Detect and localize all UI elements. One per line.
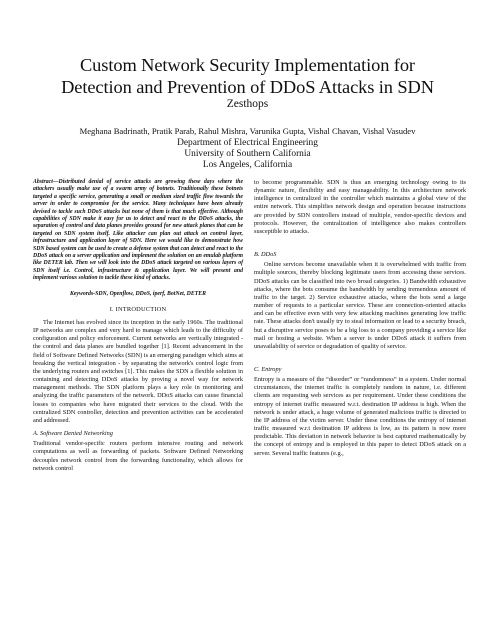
- paper-title-line-2: Detection and Prevention of DDoS Attacks in SDN: [61, 77, 434, 97]
- introduction-paragraph: The Internet has evolved since its inception in the early 1960s. The traditional IP networks are complex and very hard to manage which leads to the difficulty of configuration and policy enforcement. Current networks are vertically integrated - the control and data planes are bundled together [1]. Recent advancement in the field of Software Defined Networks (SDN) is an emerging paradigm which aims at breaking the vertical integration - by separating the network's control logic from the underlying routers and switches [1]. This makes the SDN a flexible solution in containing and detecting DDoS attacks by proving a novel way for network management methods. The SDN platform plays a key role in monitoring and analyzing the traffic parameters of the network. DDoS attacks can cause financial losses to companies who have migrated their services to the cloud. With the centralized SDN controller, detection and prevention activities can be accelerated and addressed.: [33, 319, 243, 424]
- author-list: Meghana Badrinath, Pratik Parab, Rahul Mishra, Varunika Gupta, Vishal Chavan, Vishal Vasudev: [79, 126, 416, 136]
- subsection-heading-entropy: C. Entropy: [254, 365, 282, 373]
- sdn-paragraph-part-2: to become programmable. SDN is thus an emerging technology owing to its dynamic nature, flexibility and easy manageability. In this architecture network intelligence in centralized in the controller which maintains a global view of the entire network. This simplifies network design and operation because instructions are provided by SDN controllers instead of multiple, vendor-specific devices and protocols. However, the centralization of intelligence also makes controllers susceptible to attacks.: [254, 179, 466, 235]
- paper-subtitle: Zesthops: [226, 98, 269, 110]
- right-column: [254, 179, 466, 458]
- abstract: Abstract—Distributed denial of service attacks are growing these days where the attackers usually make use of a swarm army of botnets. Traditionally these botnets targeted a specific service, generating a small or medium sized traffic flow towards the server in order to compromise for the service. Many techniques have been already devised to tackle such DDoS attacks but none of them is that much effective. Although capabilities of SDN make it easy for us to detect and react to the DDoS attacks, the separation of control and data planes provides ground for new attack planes that can be targeted on SDN system itself. Like attacker can plan out attack on control layer, infrastructure and application layer of SDN. Here we would like to demonstrate how SDN based system can be used to create a defense system that can detect and react to the DDoS attack on a server application and implement the solution on an emulab platform like DETER lab. Then we will look into the DDoS attack targeted on various layers of SDN itself i.e. Control, infrastructure & application layer. We will present and implement various solution to tackle these kind of attacks.: [33, 179, 243, 282]
- affiliation-university: University of Southern California: [184, 149, 311, 159]
- ddos-paragraph: Online services become unavailable when it is overwhelmed with traffic from multiple sources, thereby blocking legitimate users from accessing these services. DDoS attacks can be classified into two broad categories. 1) Bandwidth exhaustive attacks, where the bots consume the bandwidth by sending tremendous amount of traffic to the target. 2) Service exhaustive attacks, where the bots send a large number of requests to a particular service. These are connection-oriented attacks and can be effective even with very few attacking machines generating low traffic rate. These attacks don't usually try to steal information or lead to a security breach, but a disruptive service poses to be a big loss to a company providing a service like mail or hosting a website. When a server is under DDoS attack it suffers from unavailability of service or degradation of quality of service.: [254, 261, 466, 350]
- section-heading-introduction: I. INTRODUCTION: [109, 305, 167, 313]
- sdn-paragraph-part-1: Traditional vendor-specific routers perform intensive routing and network computations as well as forwarding of packets. Software Defined Networking decouples network control from the forwarding functionality, which allows for network control: [33, 440, 243, 472]
- paper-title-line-1: Custom Network Security Implementation for: [80, 55, 415, 75]
- keywords: Keywords-SDN, Openflow, DDoS, iperf, BotNet, DETER: [69, 290, 206, 297]
- affiliation-city: Los Angeles, California: [202, 160, 293, 170]
- left-column: [33, 179, 243, 473]
- subsection-heading-ddos: B. DDoS: [254, 251, 277, 259]
- entropy-paragraph: Entropy is a measure of the “disorder” or “randomness” in a system. Under normal circumstances, the internet traffic is completely random in nature, i.e. different clients are requesting web services as per requirement. Under these conditions the entropy of internet traffic measured w.r.t. destination IP address is high. When the network is under attack, a huge volume of generated malicious traffic is directed to the IP address of the victim server. Under these conditions the entropy of internet traffic measured w.r.t destination IP address is low, as its pattern is now more predictable. This deviation in network behavior is best captured mathematically by the concept of entropy and is employed in this paper to detect DDoS attack on a server. Several traffic features (e.g.,: [254, 376, 466, 457]
- affiliation-department: Department of Electrical Engineering: [177, 138, 318, 148]
- subsection-heading-sdn: A. Software Denied Networking: [33, 430, 113, 438]
